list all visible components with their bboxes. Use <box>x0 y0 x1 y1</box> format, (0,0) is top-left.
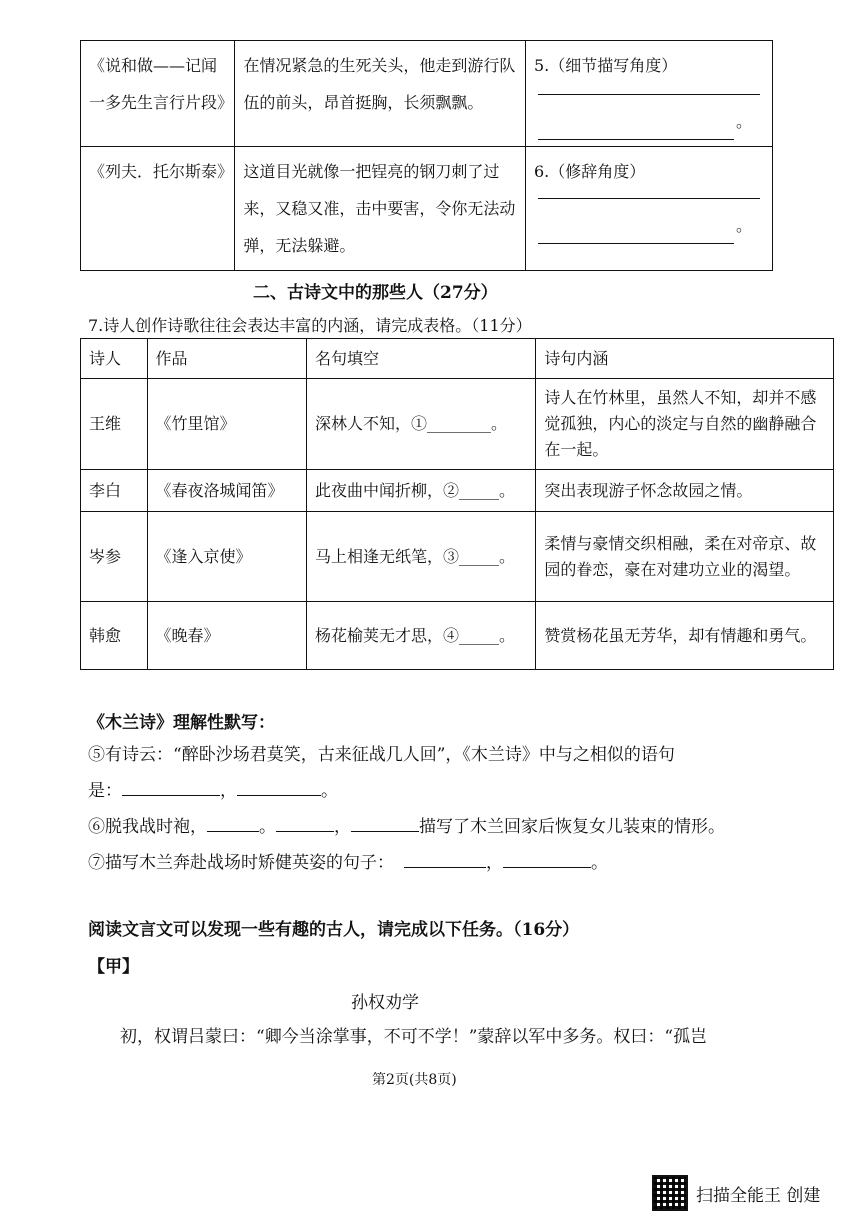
work-cell: 《列夫．托尔斯泰》 <box>81 147 235 271</box>
q7-intro: 7.诗人创作诗歌往往会表达丰富的内涵，请完成表格。（11分） <box>88 316 532 335</box>
task-label: 6.（修辞角度） <box>534 162 646 181</box>
table-row <box>81 602 834 670</box>
table-row <box>81 147 773 271</box>
text-cell: 这道目光就像一把锃亮的钢刀刺了过来，又稳又准，击中要害，令你无法动弹，无法躲避。 <box>235 147 526 271</box>
work-cell: 《竹里馆》 <box>147 379 306 470</box>
comparison-table <box>80 40 773 271</box>
classical-intro: 阅读文言文可以发现一些有趣的古人，请完成以下任务。（16分） <box>88 920 580 940</box>
table-row <box>81 41 773 147</box>
mulan-q6: ⑥脱我战时袍， 。 ， 描写了木兰回家后恢复女儿装束的情形。 <box>88 812 725 837</box>
poet-cell: 李白 <box>81 470 148 512</box>
poem-table <box>80 338 834 670</box>
poet-cell: 王维 <box>81 379 148 470</box>
mulan-title: 《木兰诗》理解性默写： <box>88 713 275 733</box>
work-cell: 《说和做——记闻一多先生言行片段》 <box>81 41 235 147</box>
mulan-q7: ⑦描写木兰奔赴战场时矫健英姿的句子： ， 。 <box>88 848 608 873</box>
answer-blank[interactable] <box>538 117 734 140</box>
answer-blank[interactable] <box>538 198 760 199</box>
line-cell[interactable]: 深林人不知，①________。 <box>307 379 536 470</box>
header-poet: 诗人 <box>81 339 148 379</box>
header-line: 名句填空 <box>307 339 536 379</box>
answer-blank[interactable] <box>276 813 334 832</box>
watermark-text: 扫描全能王 创建 <box>696 1185 821 1206</box>
line-cell[interactable]: 杨花榆荚无才思，④_____。 <box>307 602 536 670</box>
answer-blank[interactable] <box>122 777 220 796</box>
line-cell[interactable]: 此夜曲中闻折柳，②_____。 <box>307 470 536 512</box>
line-cell[interactable]: 马上相逢无纸笔，③_____。 <box>307 512 536 602</box>
text-cell: 在情况紧急的生死关头，他走到游行队伍的前头，昂首挺胸，长须飘飘。 <box>235 41 526 147</box>
section-title: 二、古诗文中的那些人（27分） <box>253 283 498 303</box>
qr-code-icon <box>652 1175 688 1211</box>
table-row <box>81 470 834 512</box>
passage-title: 孙权劝学 <box>351 993 419 1013</box>
answer-blank[interactable] <box>351 813 419 832</box>
work-cell: 《逢入京使》 <box>147 512 306 602</box>
work-cell: 《春夜洛城闻笛》 <box>147 470 306 512</box>
work-cell: 《晚春》 <box>147 602 306 670</box>
table-header-row <box>81 339 834 379</box>
poet-cell: 韩愈 <box>81 602 148 670</box>
page-number: 第2页(共8页) <box>372 1072 457 1088</box>
mulan-q5-line1: ⑤有诗云：“醉卧沙场君莫笑，古来征战几人回”，《木兰诗》中与之相似的语句 <box>88 745 675 765</box>
header-work: 作品 <box>147 339 306 379</box>
answer-blank[interactable] <box>538 94 760 95</box>
meaning-cell: 赞赏杨花虽无芳华，却有情趣和勇气。 <box>536 602 834 670</box>
task-label: 5.（细节描写角度） <box>534 56 678 75</box>
answer-blank[interactable] <box>237 777 321 796</box>
header-meaning: 诗句内涵 <box>536 339 834 379</box>
answer-blank[interactable] <box>207 813 259 832</box>
answer-blank[interactable] <box>538 221 734 244</box>
table-row <box>81 512 834 602</box>
table-row <box>81 379 834 470</box>
answer-blank[interactable] <box>503 849 591 868</box>
scanner-watermark <box>652 1175 820 1211</box>
classical-label: 【甲】 <box>88 957 139 977</box>
meaning-cell: 柔情与豪情交织相融，柔在对帝京、故园的眷恋，豪在对建功立业的渴望。 <box>536 512 834 602</box>
answer-blank[interactable] <box>404 849 486 868</box>
poet-cell: 岑参 <box>81 512 148 602</box>
meaning-cell: 诗人在竹林里，虽然人不知，却并不感觉孤独，内心的淡定与自然的幽静融合在一起。 <box>536 379 834 470</box>
mulan-q5-line2: 是： ， 。 <box>88 776 338 801</box>
task-cell: 5.（细节描写角度） 。 <box>526 41 773 147</box>
task-cell: 6.（修辞角度） 。 <box>526 147 773 271</box>
meaning-cell: 突出表现游子怀念故园之情。 <box>536 470 834 512</box>
passage-first-line: 初，权谓吕蒙曰：“卿今当涂掌事，不可不学！”蒙辞以军中多务。权曰：“孤岂 <box>120 1027 708 1047</box>
